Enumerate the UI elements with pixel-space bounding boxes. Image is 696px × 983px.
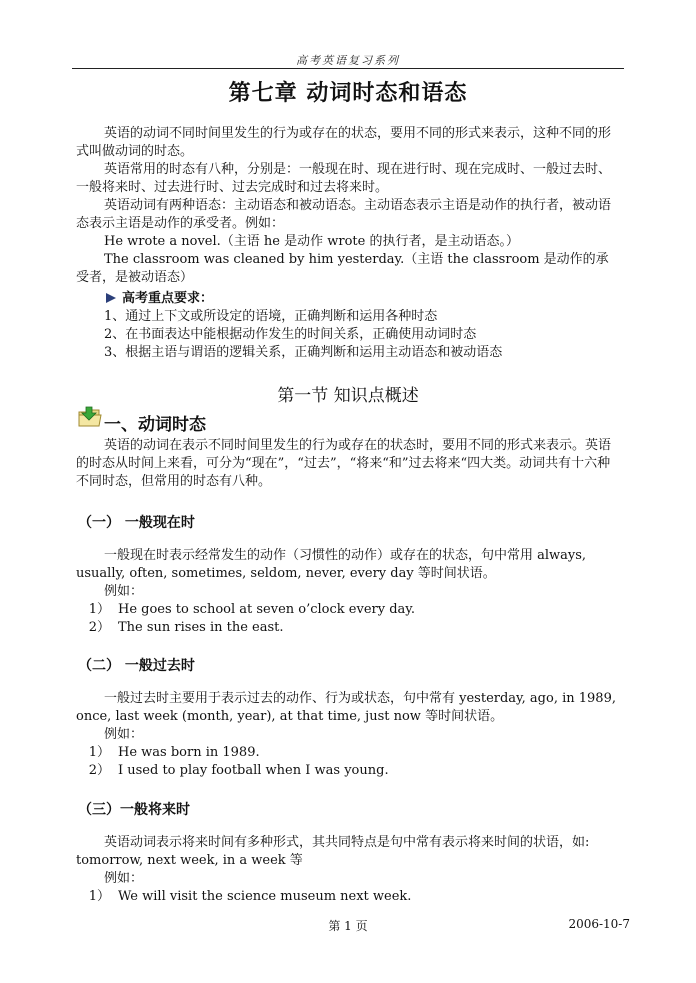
- footer-page-number: 第 1 页: [328, 919, 368, 933]
- part1-heading: 一、动词时态: [104, 415, 206, 435]
- footer-date: 2006-10-7: [568, 917, 630, 931]
- example-text: The sun rises in the east.: [118, 620, 284, 635]
- header-series-title: 高考英语复习系列: [296, 54, 400, 67]
- simple-present-example-label: 例如：: [104, 584, 144, 599]
- simple-future-heading: （三）一般将来时: [78, 802, 190, 818]
- simple-past-example: [80, 762, 625, 780]
- simple-past-example-label: 例如：: [104, 727, 144, 742]
- simple-present-example: [80, 619, 625, 637]
- example-number: 1）: [88, 889, 110, 904]
- requirement-item: 2、在书面表达中能根据动作发生的时间关系，正确使用动词时态: [104, 327, 477, 342]
- arrow-bullet-icon: [106, 293, 116, 303]
- part1-paragraph: 英语的动词在表示不同时间里发生的行为或存在的状态时，要用不同的形式来表示。英语的时态从时间上来看，可分为“现在”，“过去”，“将来“和”过去将来“四大类。动词共有十六种不同时态，但常用的时态有八种。: [76, 438, 612, 489]
- simple-future-example: [80, 888, 625, 906]
- example-number: 2）: [88, 763, 110, 778]
- example-text: We will visit the science museum next week.: [118, 889, 412, 904]
- simple-past-example: [80, 744, 625, 762]
- folder-arrow-icon: [77, 404, 103, 430]
- header-rule: [72, 68, 624, 69]
- intro-example-1: He wrote a novel.（主语 he 是动作 wrote 的执行者，是主动语态。）: [104, 234, 519, 249]
- requirement-item: 1、通过上下文或所设定的语境，正确判断和运用各种时态: [104, 309, 438, 324]
- section-title: 第一节 知识点概述: [277, 386, 419, 406]
- simple-past-heading: （二） 一般过去时: [78, 658, 195, 674]
- chapter-title: 第七章 动词时态和语态: [228, 81, 468, 106]
- simple-present-description: 一般现在时表示经常发生的动作（习惯性的动作）或存在的状态，句中常用 always, usually, often, sometimes, seldom, never, every day 等时间状语。: [76, 548, 587, 581]
- simple-present-heading: （一） 一般现在时: [78, 515, 195, 531]
- intro-example-2: The classroom was cleaned by him yesterday.（主语 the classroom 是动作的承受者，是被动语态）: [76, 252, 609, 285]
- example-number: 2）: [88, 620, 110, 635]
- example-number: 1）: [88, 745, 110, 760]
- example-number: 1）: [88, 602, 110, 617]
- simple-past-description: 一般过去时主要用于表示过去的动作、行为或状态，句中常有 yesterday, ago, in 1989, once, last week (month, year), at that time, just now 等时间状语。: [76, 691, 616, 724]
- intro-paragraph-2: 英语常用的时态有八种，分别是：一般现在时、现在进行时、现在完成时、一般过去时、一般将来时、过去进行时、过去完成时和过去将来时。: [76, 162, 612, 195]
- example-text: He goes to school at seven o’clock every day.: [118, 602, 416, 617]
- intro-paragraph-1: 英语的动词不同时间里发生的行为或存在的状态，要用不同的形式来表示，这种不同的形式叫做动词的时态。: [76, 126, 612, 159]
- example-text: I used to play football when I was young.: [118, 763, 389, 778]
- requirements-heading-label: 高考重点要求：: [122, 291, 214, 306]
- requirements-heading: [76, 290, 651, 308]
- simple-present-example: [80, 601, 625, 619]
- intro-paragraph-3: 英语动词有两种语态：主动语态和被动语态。主动语态表示主语是动作的执行者，被动语态表示主语是动作的承受者。例如：: [76, 198, 612, 231]
- simple-future-example-label: 例如：: [104, 871, 144, 886]
- requirement-item: 3、根据主语与谓语的逻辑关系，正确判断和运用主动语态和被动语态: [104, 345, 503, 360]
- example-text: He was born in 1989.: [118, 745, 260, 760]
- simple-future-description: 英语动词表示将来时间有多种形式，其共同特点是句中常有表示将来时间的状语，如: tomorrow, next week, in a week 等: [76, 835, 590, 868]
